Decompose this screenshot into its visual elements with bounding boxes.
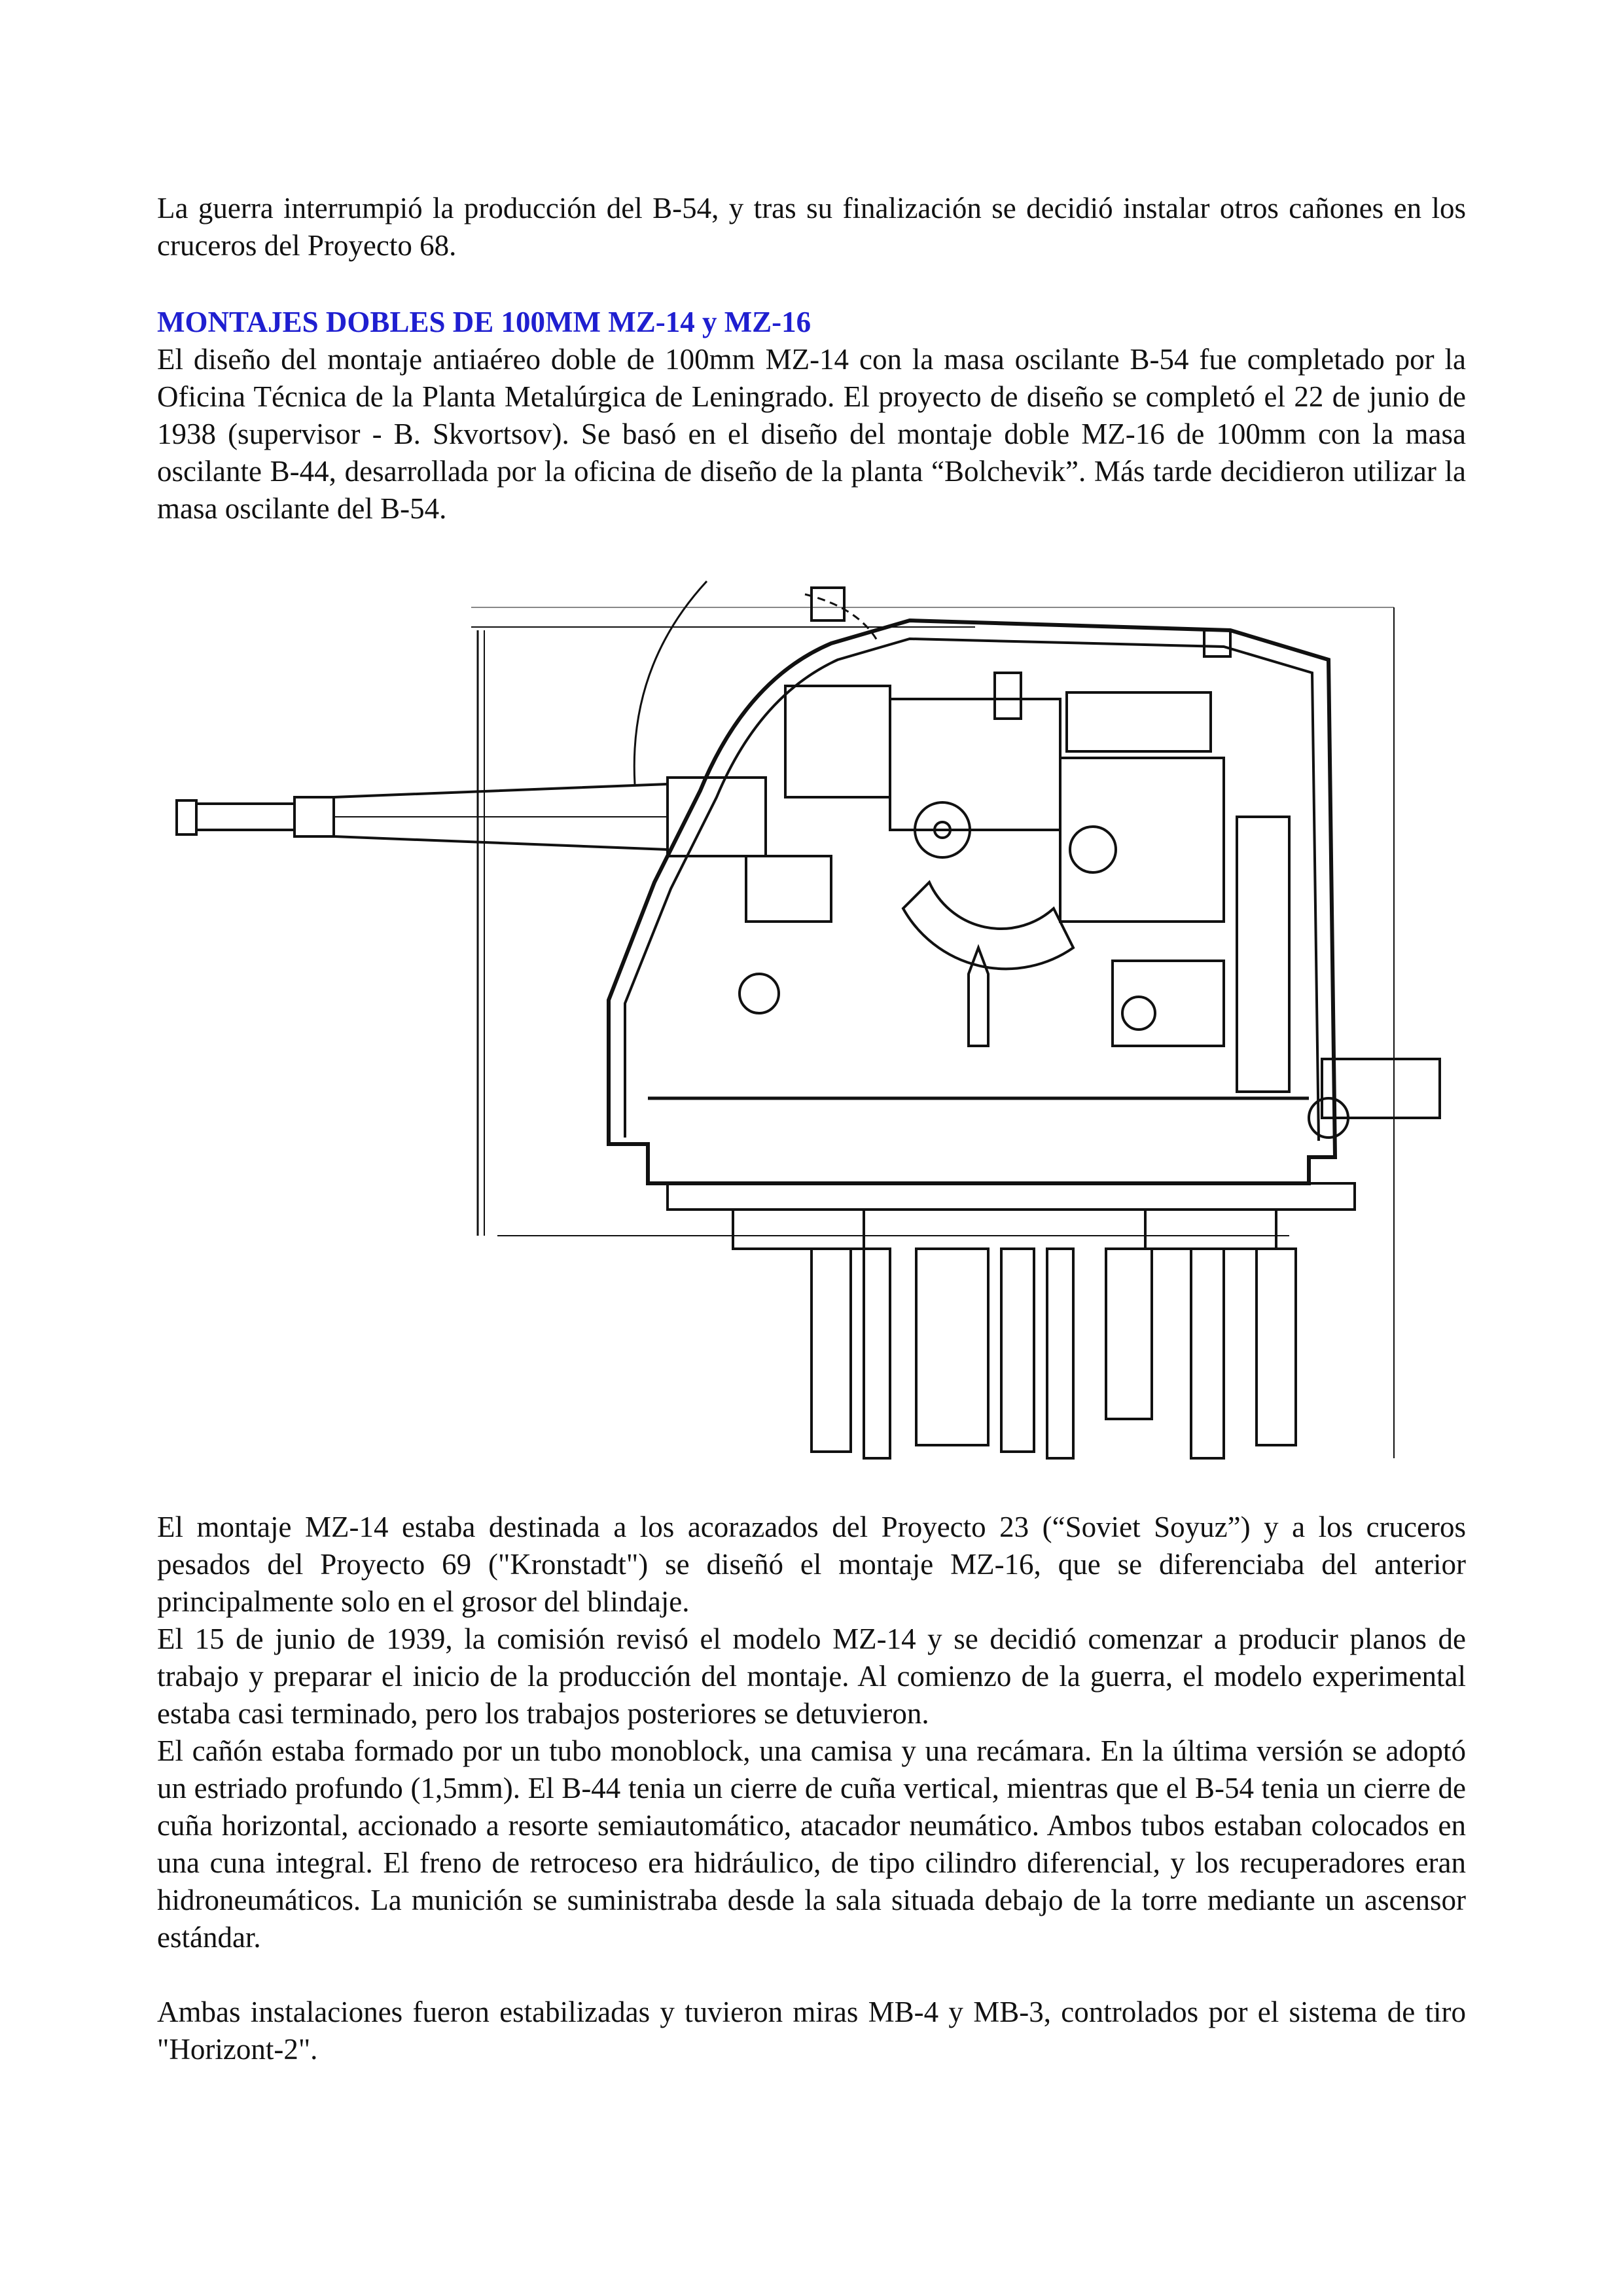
body-paragraph-2: El 15 de junio de 1939, la comisión revisó el modelo MZ-14 y se decidió comenzar a producir planos de trabajo y preparar el inicio de la producción del montaje. Al comienzo de la guerra, el modelo experimental estaba casi terminado, pero los trabajos posteriores se detuvieron.: [157, 1623, 1466, 1730]
body-paragraph-3: El cañón estaba formado por un tubo monoblock, una camisa y una recámara. En la última versión se adoptó un estriado profundo (1,5mm). El B-44 tenia un cierre de cuña vertical, mientras que el B-54 tenia un cierre de cuña horizontal, accionado a resorte semiautomático, atacador neumático. Ambos tubos estaban colocados en una cuna integral. El freno de retroceso era hidráulico, de tipo cilindro diferencial, y los recuperadores eran hidroneumáticos. La munición se suministraba desde la sala situada debajo de la torre mediante un ascensor estándar.: [157, 1734, 1466, 1954]
section-heading: MONTAJES DOBLES DE 100MM MZ-14 y MZ-16: [157, 306, 812, 338]
body-paragraph-4: Ambas instalaciones fueron estabilizadas y tuvieron miras MB-4 y MB-3, controlados por el sistema de tiro "Horizont-2".: [157, 1996, 1466, 2066]
intro-paragraph: La guerra interrumpió la producción del B-54, y tras su finalización se decidió instalar otros cañones en los cruceros del Proyecto 68.: [157, 192, 1466, 262]
gun-mount-drawing: [157, 568, 1453, 1481]
section-paragraph: El diseño del montaje antiaéreo doble de 100mm MZ-14 con la masa oscilante B-54 fue completado por la Oficina Técnica de la Planta Metalúrgica de Leningrado. El proyecto de diseño se completó el 22 de junio de 1938 (supervisor - B. Skvortsov). Se basó en el diseño del montaje doble MZ-16 de 100mm con la masa oscilante B-44, desarrollada por la oficina de diseño de la planta “Bolchevik”. Más tarde decidieron utilizar la masa oscilante del B-54.: [157, 343, 1466, 525]
gun-mount-technical-drawing: [157, 568, 1453, 1481]
body-paragraph-1: El montaje MZ-14 estaba destinada a los acorazados del Proyecto 23 (“Soviet Soyuz”) y a los cruceros pesados del Proyecto 69 ("Kronstadt") se diseñó el montaje MZ-16, que se diferenciaba del anterior principalmente solo en el grosor del blindaje.: [157, 1511, 1466, 1618]
